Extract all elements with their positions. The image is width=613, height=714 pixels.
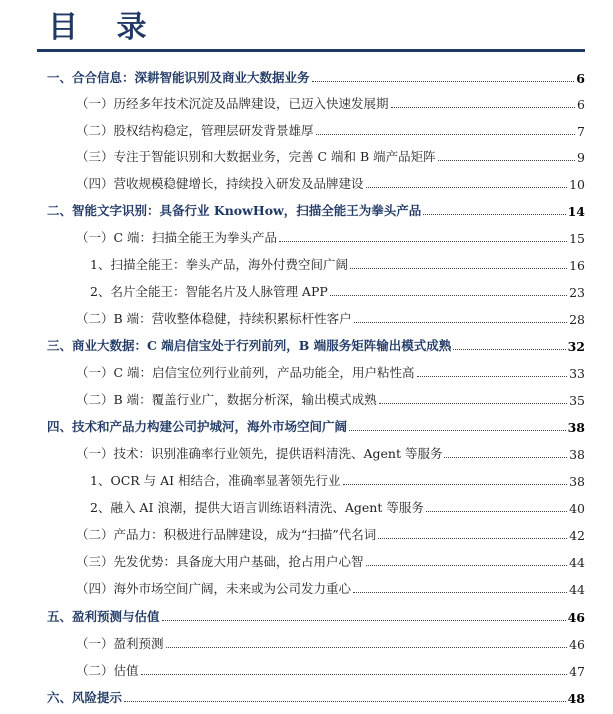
toc-entry-label: （一）C 端：启信宝位列行业前列，产品功能全，用户粘性高 [76,365,415,380]
dot-leader [366,187,568,188]
dot-leader [423,214,565,215]
dot-leader [316,134,576,135]
toc-entry-page: 35 [569,393,585,408]
toc-entry-label: 一、合合信息：深耕智能识别及商业大数据业务 [47,70,310,85]
toc-entry-label: （二）股权结构稳定，管理层研发背景雄厚 [76,123,314,138]
toc-entry-label: 1、扫描全能王：拳头产品，海外付费空间广阔 [90,257,348,272]
dot-leader [391,107,576,108]
toc-entry-label: （三）先发优势：具备庞大用户基础，抢占用户心智 [76,554,364,569]
toc-entry-label: （四）营收规模稳健增长，持续投入研发及品牌建设 [76,176,364,191]
toc-entry-chapter-1[interactable] [47,66,585,86]
toc-entry-page: 9 [577,150,585,165]
dot-leader [426,511,567,512]
toc-entry-label: 三、商业大数据：C 端启信宝处于行列前列，B 端服务矩阵输出模式成熟 [47,338,452,353]
toc-entry[interactable] [90,253,585,273]
toc-entry[interactable] [90,496,585,516]
toc-entry-label: 1、OCR 与 AI 相结合，准确率显著领先行业 [90,473,341,488]
toc-entry-page: 38 [567,420,585,435]
dot-leader [166,647,568,648]
toc-entry-label: 二、智能文字识别：具备行业 KnowHow，扫描全能王为拳头产品 [47,203,422,218]
toc-entry-label: （一）技术：识别准确率行业领先，提供语料清洗、Agent 等服务 [76,446,443,461]
toc-entry-page: 42 [569,528,585,543]
toc-entry-chapter-4[interactable] [47,415,585,435]
dot-leader [379,403,567,404]
toc-entry[interactable] [76,119,585,139]
dot-leader [366,565,568,566]
toc-entry-page: 33 [569,366,585,381]
dot-leader [124,701,566,702]
dot-leader [279,241,567,242]
dot-leader [330,295,567,296]
toc-entry-label: （二）B 端：营收整体稳健，持续积累标杆性客户 [76,311,352,326]
toc-entry-page: 28 [569,312,585,327]
dot-leader [350,268,567,269]
toc-entry-page: 38 [569,474,585,489]
dot-leader [141,674,568,675]
toc-entry-label: （二）估值 [76,663,139,678]
title-underline [37,49,585,52]
dot-leader [349,430,566,431]
toc-entry-page: 16 [569,258,585,273]
toc-entry-label: （二）产品力：积极进行品牌建设，成为“扫描”代名词 [76,527,377,542]
toc-entry-label: 四、技术和产品力构建公司护城河，海外市场空间广阔 [47,419,348,434]
toc-entry-label: 2、融入 AI 浪潮，提供大语言训练语料清洗、Agent 等服务 [90,500,424,515]
toc-entry[interactable] [76,442,585,462]
toc-entry-page: 6 [577,97,585,112]
toc-entry-label: （二）B 端：覆盖行业广，数据分析深，输出模式成熟 [76,392,377,407]
toc-entry-chapter-6[interactable] [47,686,585,706]
toc-entry-label: （四）海外市场空间广阔，未来或为公司发力重心 [76,581,352,596]
page-title: 目 录 [48,10,161,45]
dot-leader [378,538,567,539]
toc-entry[interactable] [76,632,585,652]
toc-entry-page: 38 [569,447,585,462]
dot-leader [312,81,575,82]
dot-leader [417,376,568,377]
toc-entry-chapter-5[interactable] [47,605,585,625]
dot-leader [343,484,568,485]
toc-entry-label: （三）专注于智能识别和大数据业务，完善 C 端和 B 端产品矩阵 [76,149,436,164]
toc-entry[interactable] [76,659,585,679]
toc-entry[interactable] [90,280,585,300]
toc-entry[interactable] [76,307,585,327]
toc-entry-label: 六、风险提示 [47,690,123,705]
toc-entry-page: 32 [567,339,585,354]
toc-entry[interactable] [76,361,585,381]
dot-leader [162,620,566,621]
toc-entry-label: 2、名片全能王：智能名片及人脉管理 APP [90,284,328,299]
toc-entry[interactable] [76,577,585,597]
toc-entry[interactable] [76,388,585,408]
toc-entry[interactable] [76,145,585,165]
toc-entry-page: 46 [567,610,585,625]
toc-entry-page: 15 [569,231,585,246]
dot-leader [438,160,575,161]
toc-entry[interactable] [76,172,585,192]
toc-entry-label: （一）盈利预测 [76,636,164,651]
toc-entry[interactable] [90,469,585,489]
dot-leader [354,322,567,323]
toc-entry-page: 47 [569,664,585,679]
toc-entry-page: 48 [567,691,585,706]
toc-entry[interactable] [76,550,585,570]
toc-entry-page: 46 [569,637,585,652]
dot-leader [353,592,567,593]
toc-entry-page: 44 [569,582,585,597]
toc-entry[interactable] [76,92,585,112]
toc-entry-page: 10 [569,177,585,192]
toc-entry-page: 7 [577,124,585,139]
toc-entry-chapter-2[interactable] [47,199,585,219]
toc-entry-page: 14 [567,204,585,219]
toc-entry-page: 44 [569,555,585,570]
toc-entry-page: 23 [569,285,585,300]
dot-leader [444,457,567,458]
toc-entry-label: 五、盈利预测与估值 [47,609,160,624]
toc-entry[interactable] [76,523,585,543]
toc-entry-page: 40 [569,501,585,516]
dot-leader [453,349,565,350]
toc-entry-chapter-3[interactable] [47,334,585,354]
toc-entry-page: 6 [576,71,585,86]
toc-entry[interactable] [76,226,585,246]
toc-entry-label: （一）C 端：扫描全能王为拳头产品 [76,230,278,245]
toc-entry-label: （一）历经多年技术沉淀及品牌建设，已迈入快速发展期 [76,96,389,111]
